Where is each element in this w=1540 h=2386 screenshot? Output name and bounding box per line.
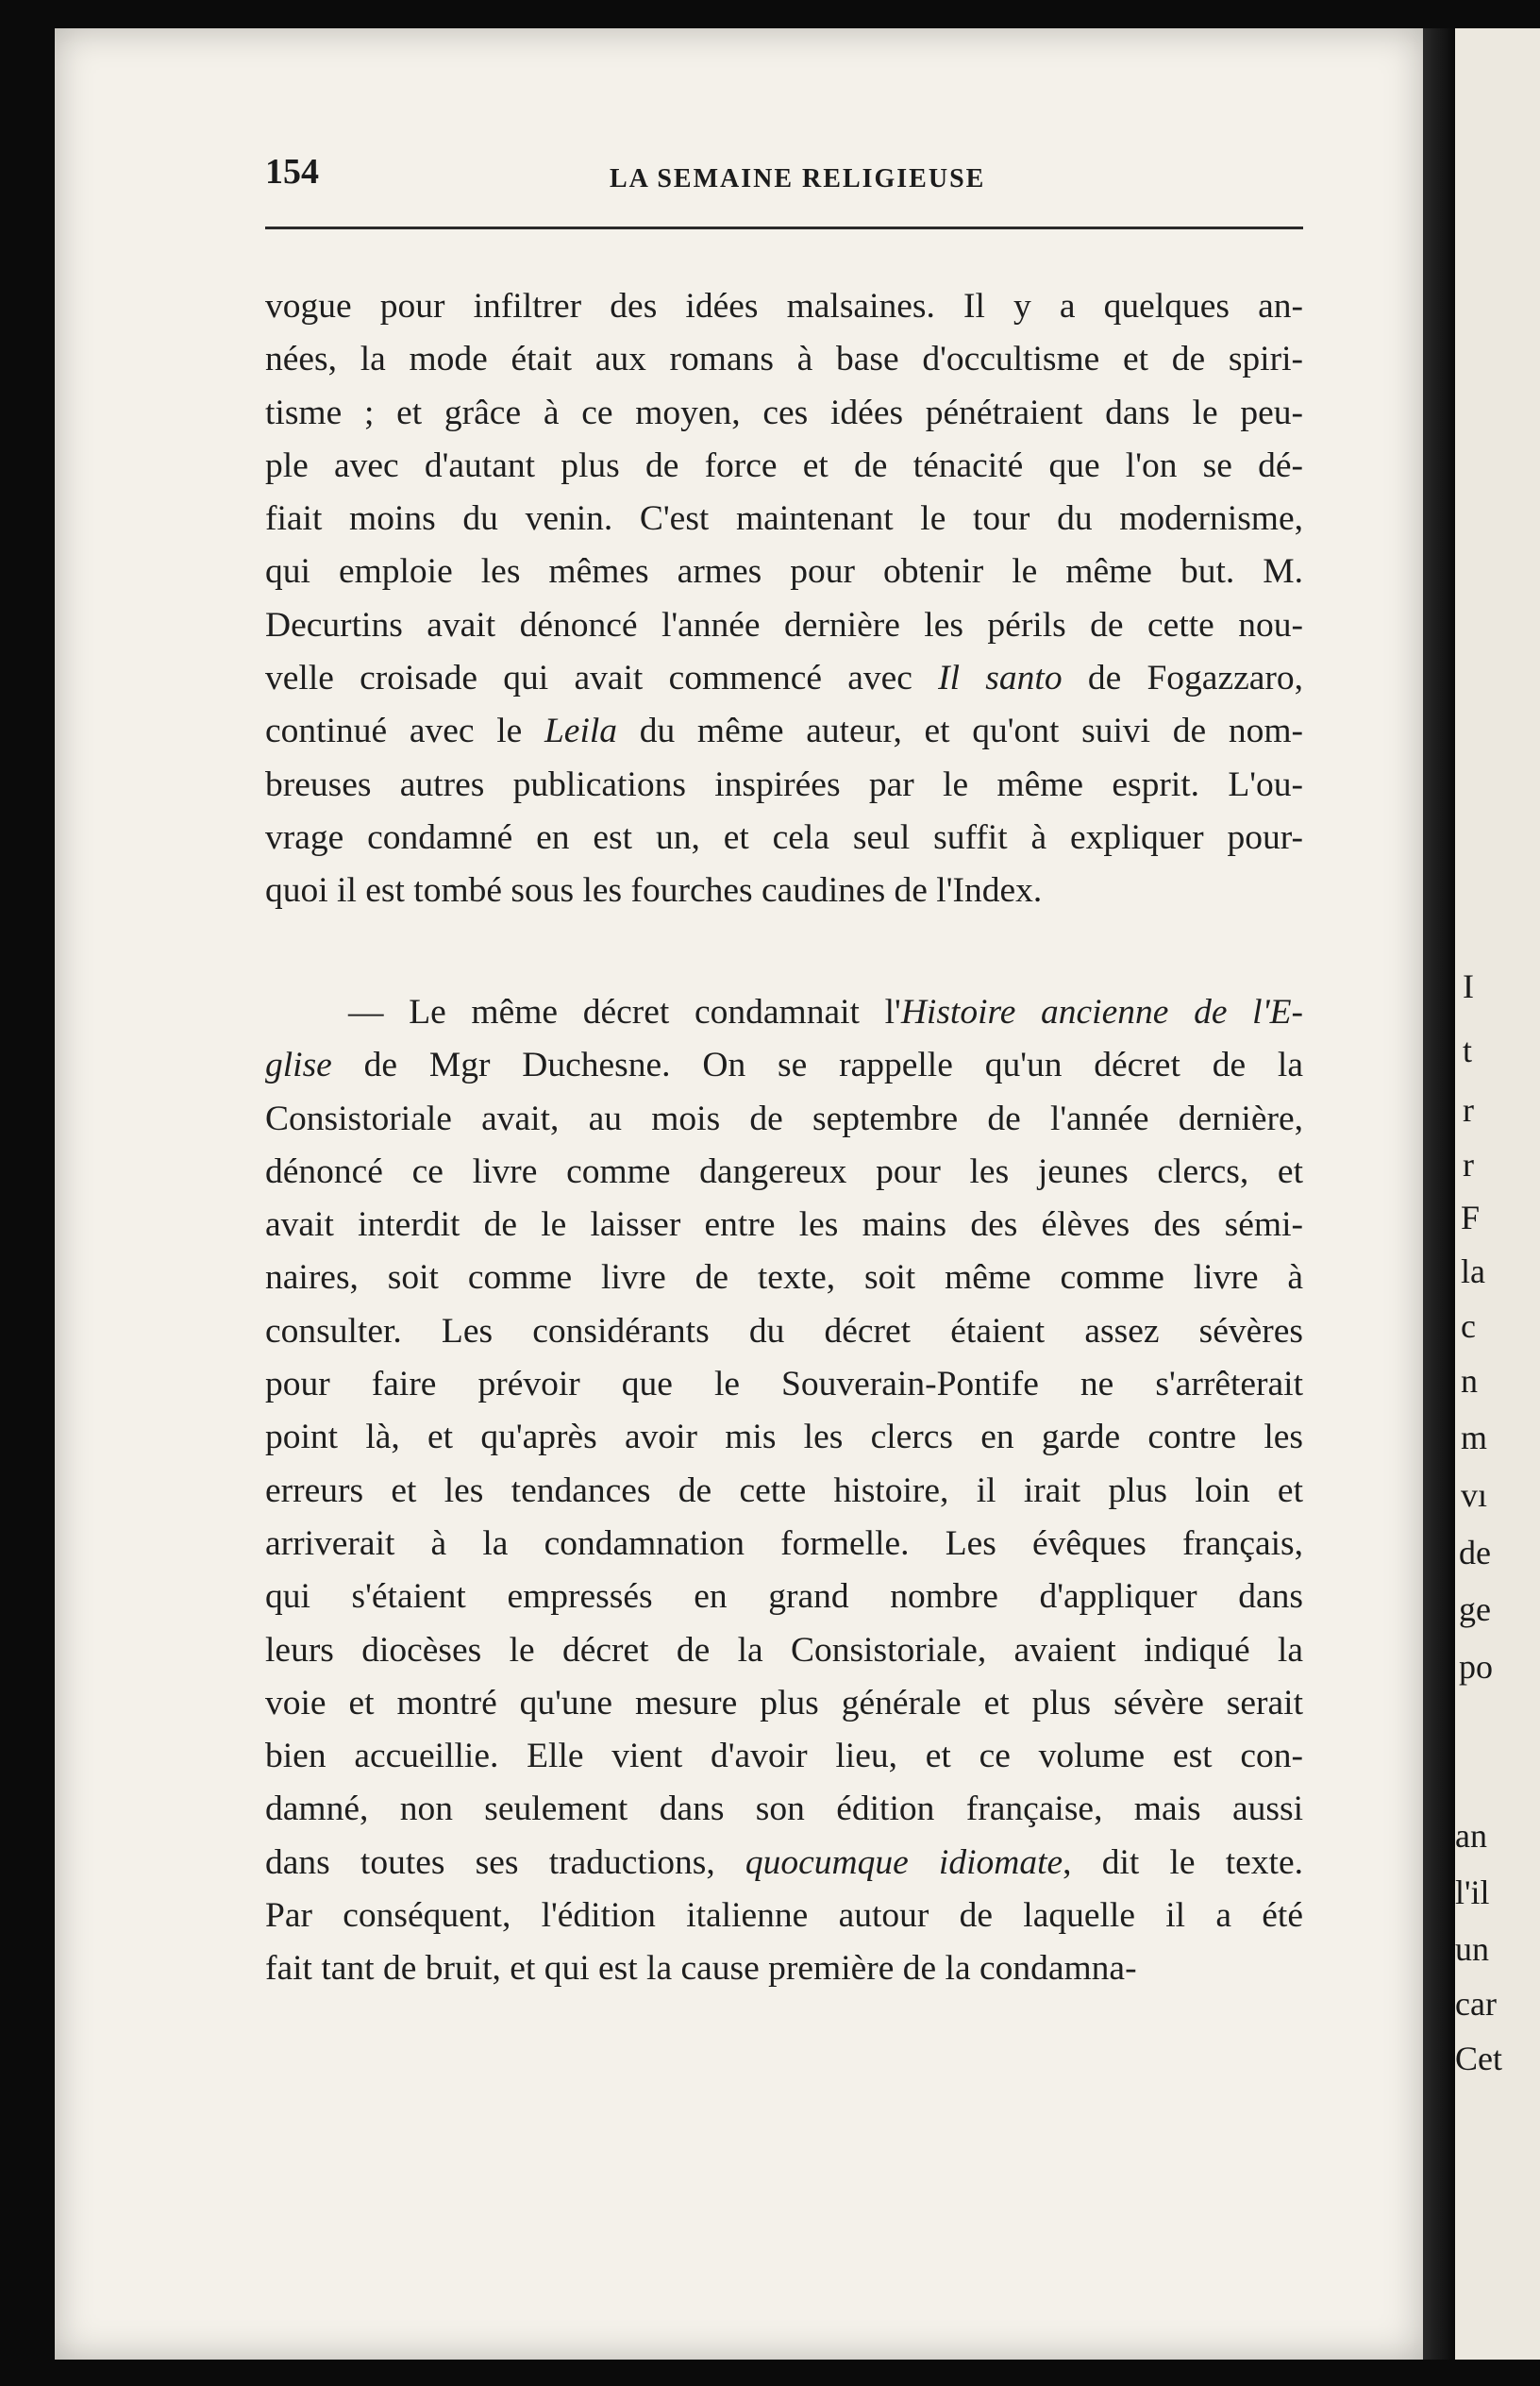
facing-page-fragment: n	[1461, 1362, 1478, 1401]
text-line: pour faire prévoir que le Souverain-Pontife ne s'arrêterait	[265, 1365, 1303, 1404]
facing-page-fragment: I	[1463, 967, 1474, 1006]
text-line: velle croisade qui avait commencé avec Il santo de Fogazzaro,	[265, 659, 1304, 698]
facing-page-fragment: vı	[1461, 1475, 1488, 1514]
text-line: vogue pour infiltrer des idées malsaines. Il y a quelques an-	[265, 287, 1303, 326]
facing-page-fragment: de	[1459, 1534, 1491, 1572]
text-line: voie et montré qu'une mesure plus générale et plus sévère serait	[265, 1683, 1303, 1722]
book-gutter	[1423, 28, 1455, 2360]
facing-page-fragment: po	[1459, 1648, 1493, 1687]
page-header	[265, 142, 1303, 198]
text-line: glise de Mgr Duchesne. On se rappelle qu'un décret de la	[265, 1046, 1303, 1085]
text-line: Decurtins avait dénoncé l'année dernière les périls de cette nou-	[265, 605, 1303, 645]
text-line: qui s'étaient empressés en grand nombre d'appliquer dans	[265, 1577, 1303, 1617]
facing-page-fragment: r	[1463, 1145, 1474, 1184]
facing-page-fragment: Cet	[1455, 2039, 1502, 2077]
text-line: arriverait à la condamnation formelle. Les évêques français,	[265, 1523, 1303, 1563]
text-line: — Le même décret condamnait l'Histoire ancienne de l'E-	[348, 993, 1303, 1032]
text-line: fait tant de bruit, et qui est la cause première de la condamna-	[265, 1949, 1137, 1989]
text-line: Consistoriale avait, au mois de septembre de l'année dernière,	[265, 1099, 1303, 1138]
text-line: quoi il est tombé sous les fourches caudines de l'Index.	[265, 871, 1043, 911]
facing-page-fragment: c	[1461, 1306, 1476, 1345]
facing-page-fragment: ge	[1459, 1589, 1491, 1628]
text-line: Par conséquent, l'édition italienne autour de laquelle il a été	[265, 1896, 1303, 1936]
text-line: erreurs et les tendances de cette histoire, il irait plus loin et	[265, 1470, 1303, 1510]
text-line: point là, et qu'après avoir mis les clercs en garde contre les	[265, 1418, 1303, 1457]
facing-page-fragment: car	[1455, 1984, 1497, 2023]
header-rule	[265, 227, 1303, 229]
text-line: avait interdit de le laisser entre les mains des élèves des sémi-	[265, 1205, 1303, 1245]
facing-page-fragment: an	[1455, 1817, 1487, 1856]
facing-page-fragment: la	[1461, 1252, 1485, 1290]
running-title: LA SEMAINE RELIGIEUSE	[610, 164, 986, 193]
text-line: breuses autres publications inspirées par le même esprit. L'ou-	[265, 765, 1303, 804]
text-line: leurs diocèses le décret de la Consistoriale, avaient indiqué la	[265, 1630, 1303, 1670]
text-line: ple avec d'autant plus de force et de ténacité que l'on se dé-	[265, 445, 1303, 485]
text-line: tisme ; et grâce à ce moyen, ces idées pénétraient dans le peu-	[265, 393, 1303, 432]
facing-page-fragment: r	[1463, 1090, 1474, 1129]
text-line: continué avec le Leila du même auteur, et qu'ont suivi de nom-	[265, 712, 1303, 751]
text-line: damné, non seulement dans son édition française, mais aussi	[265, 1790, 1303, 1829]
paragraph-1	[265, 280, 1303, 918]
text-line: bien accueillie. Elle vient d'avoir lieu, et ce volume est con-	[265, 1737, 1303, 1776]
text-line: qui emploie les mêmes armes pour obtenir le même but. M.	[265, 552, 1303, 592]
text-line: dans toutes ses traductions, quocumque idiomate, dit le texte.	[265, 1842, 1303, 1882]
facing-page-fragment: t	[1463, 1032, 1473, 1069]
page-number: 154	[265, 152, 319, 192]
text-line: vrage condamné en est un, et cela seul suffit à expliquer pour-	[265, 817, 1303, 857]
facing-page-fragment: l'il	[1455, 1873, 1490, 1911]
paragraph-2	[265, 986, 1303, 1996]
text-line: nées, la mode était aux romans à base d'occultisme et de spiri-	[265, 340, 1303, 379]
text-line: consulter. Les considérants du décret étaient assez sévères	[265, 1311, 1303, 1351]
text-line: dénoncé ce livre comme dangereux pour les jeunes clercs, et	[265, 1151, 1303, 1191]
text-line: naires, soit comme livre de texte, soit même comme livre à	[265, 1258, 1303, 1298]
facing-page-fragment: F	[1461, 1199, 1481, 1237]
facing-page-fragment: un	[1455, 1929, 1489, 1968]
text-line: fiait moins du venin. C'est maintenant le tour du modernisme,	[265, 499, 1303, 539]
facing-page-fragment: m	[1461, 1418, 1488, 1456]
adjacent-page-edge	[1455, 28, 1540, 2360]
